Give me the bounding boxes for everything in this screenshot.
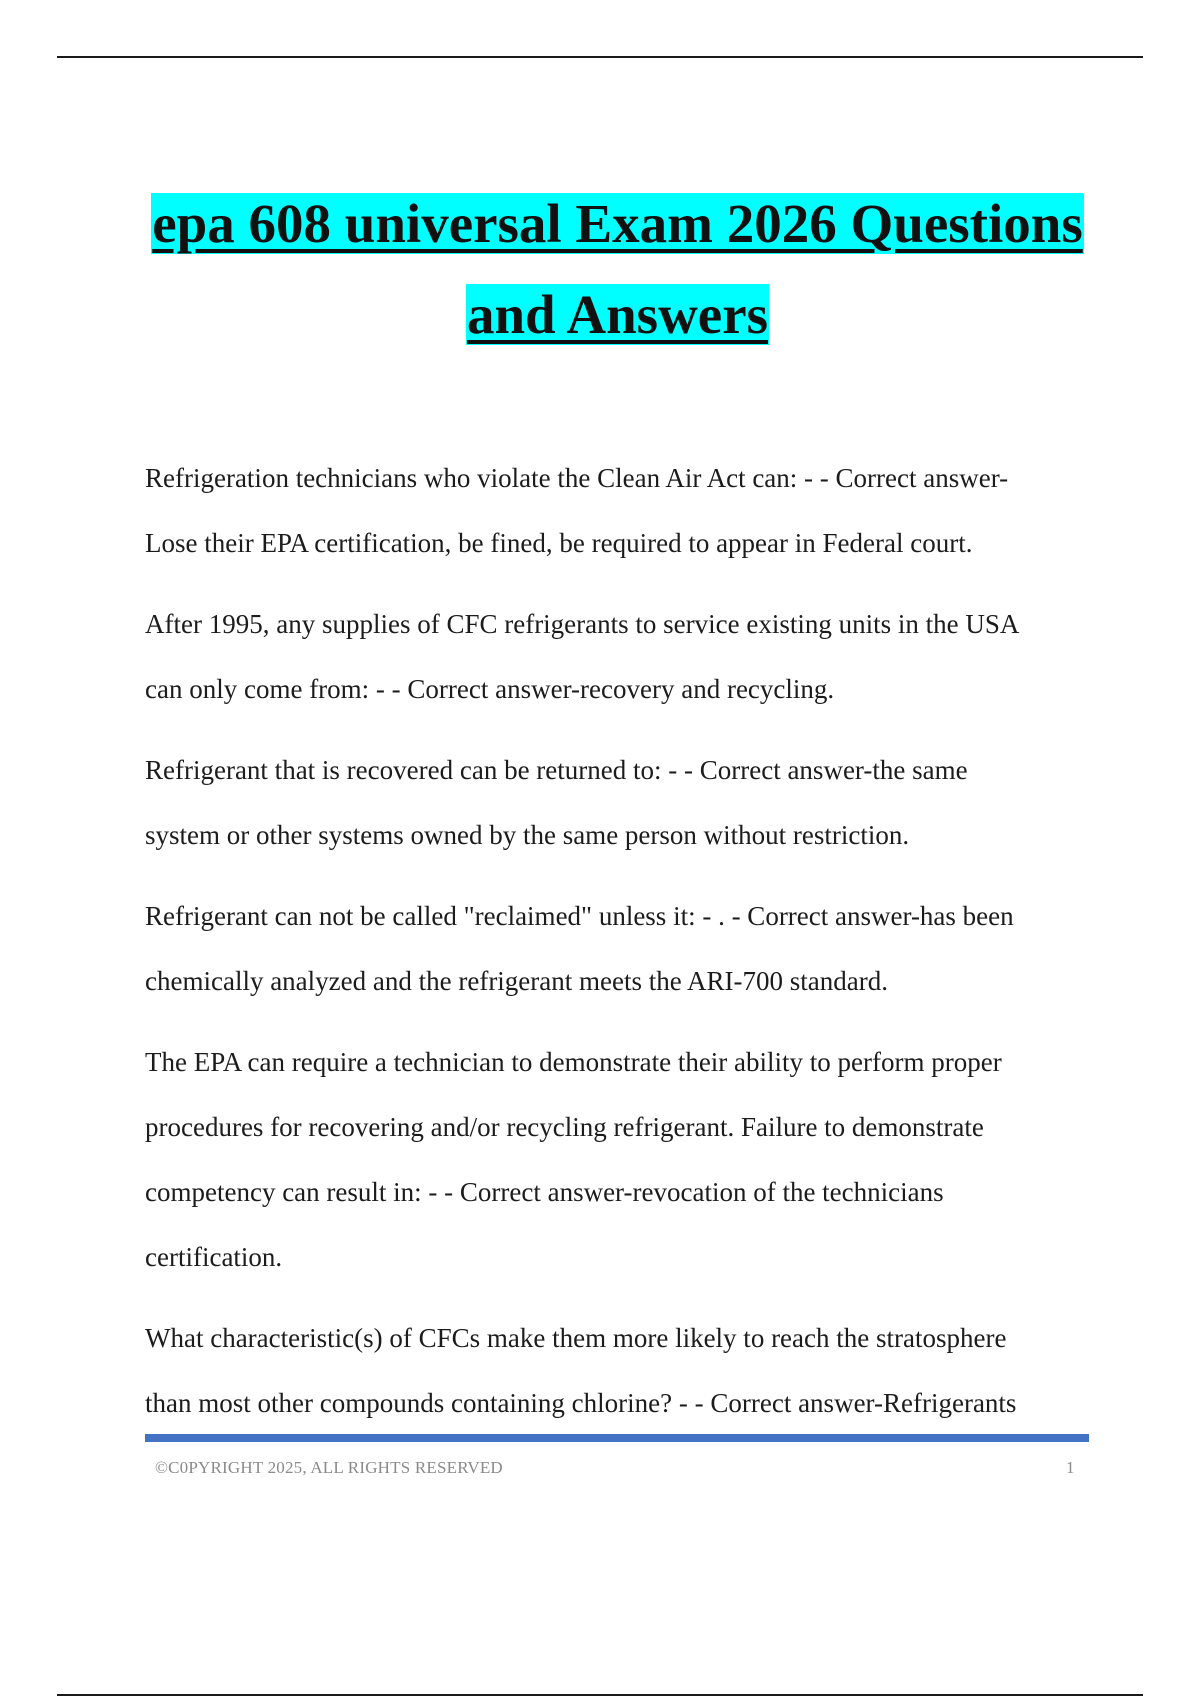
footer-divider-bar [145,1434,1089,1442]
title-text-2: and Answers [466,284,769,345]
qa-item [145,1030,1090,1290]
top-divider [57,56,1143,58]
qa-line: Refrigerant can not be called "reclaimed" unless it: - . - Correct answer-has been [145,901,1014,931]
qa-line: The EPA can require a technician to demonstrate their ability to perform proper [145,1047,1002,1077]
bottom-divider [57,1694,1143,1696]
document-title [60,178,1175,360]
qa-line: than most other compounds containing chlorine? - - Correct answer-Refrigerants [145,1388,1017,1418]
qa-line: chemically analyzed and the refrigerant meets the ARI-700 standard. [145,966,888,996]
qa-item [145,1306,1090,1436]
title-text-1: epa 608 universal Exam 2026 Questions [152,193,1083,254]
qa-line: After 1995, any supplies of CFC refrigerants to service existing units in the USA [145,609,1020,639]
qa-line: system or other systems owned by the same person without restriction. [145,820,910,850]
title-line-1 [60,178,1175,269]
qa-line: Lose their EPA certification, be fined, be required to appear in Federal court. [145,528,973,558]
qa-line: Refrigerant that is recovered can be returned to: - - Correct answer-the same [145,755,968,785]
qa-line: competency can result in: - - Correct answer-revocation of the technicians [145,1177,944,1207]
qa-line: certification. [145,1242,283,1272]
qa-item [145,446,1090,576]
qa-line: can only come from: - - Correct answer-recovery and recycling. [145,674,835,704]
qa-line: Refrigeration technicians who violate the Clean Air Act can: - - Correct answer- [145,463,1009,493]
qa-line: procedures for recovering and/or recycling refrigerant. Failure to demonstrate [145,1112,984,1142]
qa-item [145,592,1090,722]
footer-copyright: ©C0PYRIGHT 2025, ALL RIGHTS RESERVED [155,1458,503,1477]
page-number: 1 [1066,1458,1075,1477]
title-line-2 [60,269,1175,360]
qa-line: What characteristic(s) of CFCs make them more likely to reach the stratosphere [145,1323,1007,1353]
qa-item [145,884,1090,1014]
qa-list [145,446,1090,1452]
qa-item [145,738,1090,868]
